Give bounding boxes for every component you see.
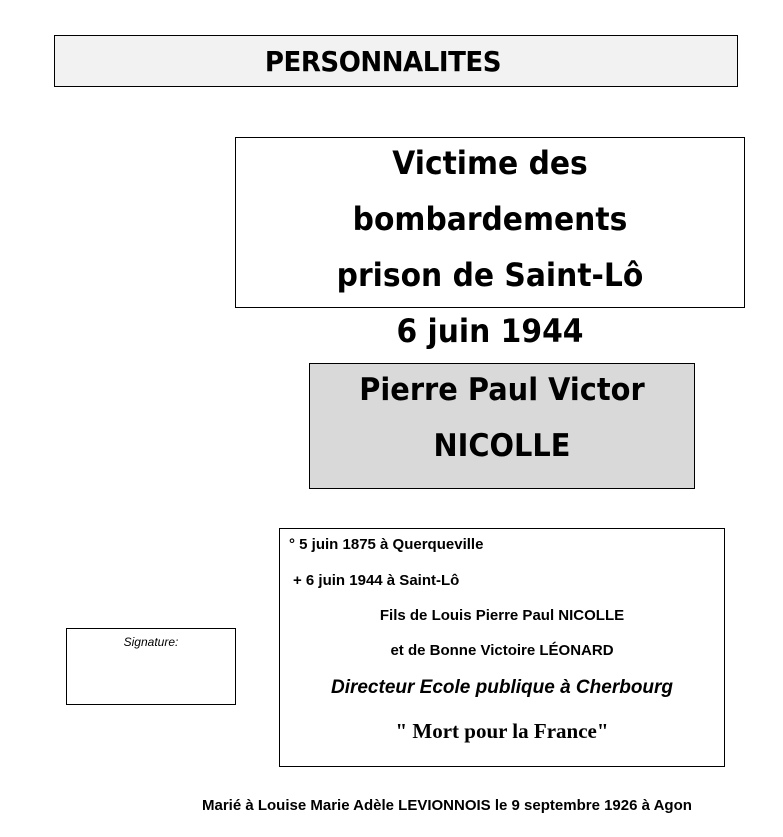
signature-box (66, 628, 236, 705)
victim-box (235, 137, 745, 350)
father-line: Fils de Louis Pierre Paul NICOLLE (379, 607, 625, 624)
page-title: PERSONNALITES (264, 44, 502, 78)
biography-box (279, 528, 725, 767)
person-given-names: Pierre Paul Victor (359, 372, 645, 408)
person-name-box (309, 363, 695, 489)
birth-line: ° 5 juin 1875 à Querqueville (289, 536, 484, 553)
mother-line: et de Bonne Victoire LÉONARD (390, 642, 614, 659)
header-box (54, 35, 738, 87)
occupation-line: Directeur Ecole publique à Cherbourg (330, 677, 674, 698)
mention-line: " Mort pour la France" (395, 719, 609, 743)
marriage-line: Marié à Louise Marie Adèle LEVIONNOIS le 9 septembre 1926 à Agon (202, 797, 692, 814)
victim-date: 6 juin 1944 (396, 312, 584, 350)
person-surname: NICOLLE (433, 428, 571, 464)
death-line: + 6 juin 1944 à Saint-Lô (293, 572, 460, 589)
victim-line-2: prison de Saint-Lô (336, 256, 644, 294)
victim-line-1: Victime des bombardements (352, 144, 628, 238)
signature-label: Signature: (123, 635, 179, 649)
